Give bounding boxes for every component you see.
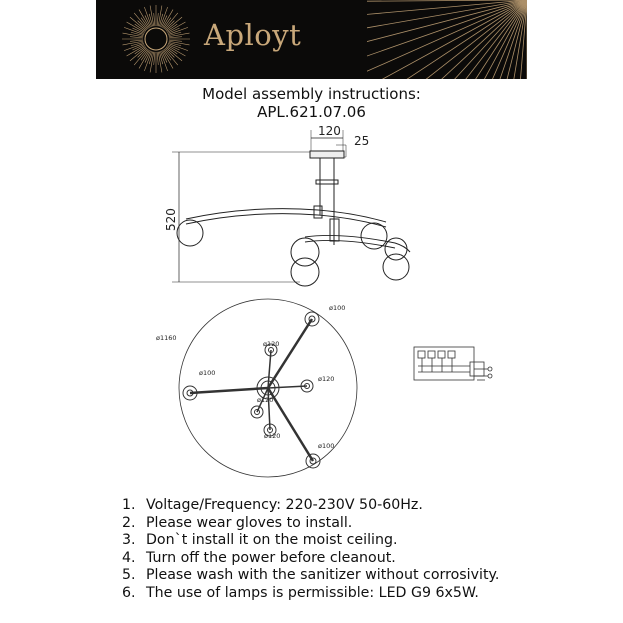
lamp-label-left: ø100 xyxy=(199,369,216,377)
brand-name: Aployt xyxy=(204,18,302,52)
wiring-diagram xyxy=(414,347,492,380)
list-item: 2. Please wear gloves to install. xyxy=(122,514,353,531)
dim-offset-label: 25 xyxy=(354,134,370,148)
page-title: Model assembly instructions: xyxy=(202,85,421,103)
list-item: 4. Turn off the power before cleanout. xyxy=(122,549,396,566)
top-view xyxy=(179,299,357,477)
overall-diameter-label: ø1160 xyxy=(156,334,177,342)
list-item: 1. Voltage/Frequency: 220-230V 50-60Hz. xyxy=(122,497,423,513)
list-item: 5. Please wash with the sanitizer without corrosivity. xyxy=(122,567,500,584)
list-item: 3. Don`t install it on the moist ceiling. xyxy=(122,532,398,549)
dim-height-label: 520 xyxy=(164,208,178,231)
lamp-label-upper-inner: ø120 xyxy=(263,340,280,348)
instructions-list xyxy=(122,497,499,603)
dim-width-label: 120 xyxy=(318,124,341,138)
side-view xyxy=(172,130,410,286)
model-number: APL.621.07.06 xyxy=(257,103,366,121)
lamp-label-bottom-inner: ø120 xyxy=(264,432,281,440)
list-item: 6. The use of lamps is permissible: LED G9 6x5W. xyxy=(122,584,479,601)
lamp-label-left-lower: ø120 xyxy=(257,396,274,404)
lamp-label-top-right: ø100 xyxy=(329,304,346,312)
lamp-label-right-inner: ø120 xyxy=(318,375,335,383)
lamp-label-bottom-right: ø100 xyxy=(318,442,335,450)
